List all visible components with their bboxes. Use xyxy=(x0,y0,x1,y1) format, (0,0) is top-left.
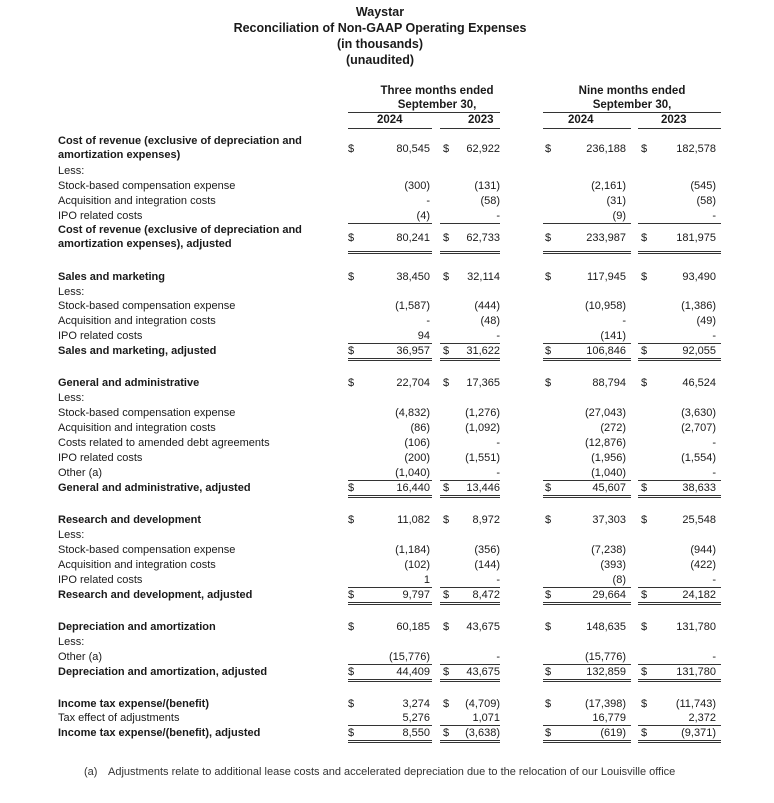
row-label: Less: xyxy=(58,392,85,404)
currency-symbol: $ xyxy=(443,271,450,283)
nine-months-header: Nine months ended September 30, xyxy=(578,85,686,111)
cell-value: - xyxy=(496,210,500,222)
currency-symbol: $ xyxy=(348,345,355,357)
cell-value: (86) xyxy=(410,422,430,434)
total-double-rule xyxy=(440,497,500,498)
currency-symbol: $ xyxy=(641,232,648,244)
table-row xyxy=(0,466,774,481)
cell-value: 5,276 xyxy=(402,712,430,724)
cell-value: (11,743) xyxy=(675,698,716,710)
table-row xyxy=(0,344,774,359)
cell-value: - xyxy=(712,437,716,449)
table-row xyxy=(0,620,774,635)
total-double-rule xyxy=(348,495,432,496)
currency-symbol: $ xyxy=(641,271,648,283)
currency-symbol: $ xyxy=(443,377,450,389)
table-row xyxy=(0,421,774,436)
total-double-rule xyxy=(543,360,631,361)
cell-value: 46,524 xyxy=(682,377,716,389)
currency-symbol: $ xyxy=(545,377,552,389)
cell-value: (131) xyxy=(474,180,500,192)
table-row xyxy=(0,588,774,603)
cell-value: (27,043) xyxy=(585,407,626,419)
three-months-header: Three months ended September 30, xyxy=(380,85,494,111)
total-double-rule xyxy=(543,253,631,254)
currency-symbol: $ xyxy=(545,727,552,739)
currency-symbol: $ xyxy=(641,143,648,155)
row-label: Less: xyxy=(58,529,85,541)
total-double-rule xyxy=(440,253,500,254)
total-double-rule xyxy=(543,497,631,498)
cell-value: 16,440 xyxy=(396,482,430,494)
cell-value: 2,372 xyxy=(688,712,716,724)
cell-value: - xyxy=(426,195,430,207)
currency-symbol: $ xyxy=(545,666,552,678)
cell-value: (422) xyxy=(690,559,716,571)
cell-value: 233,987 xyxy=(586,232,626,244)
cell-value: (2,161) xyxy=(591,180,626,192)
cell-value: (1,587) xyxy=(395,300,430,312)
cell-value: (1,386) xyxy=(681,300,716,312)
row-label: Acquisition and integration costs xyxy=(58,422,216,434)
cell-value: (393) xyxy=(600,559,626,571)
cell-value: 62,922 xyxy=(466,143,500,155)
cell-value: 24,182 xyxy=(682,589,716,601)
currency-symbol: $ xyxy=(641,666,648,678)
table-row xyxy=(0,391,774,406)
total-double-rule xyxy=(348,740,432,741)
year-header-3m-2023: 2023 xyxy=(468,114,494,126)
table-row xyxy=(0,711,774,726)
cell-value: (12,876) xyxy=(585,437,626,449)
total-double-rule xyxy=(440,602,500,603)
row-label: Sales and marketing, adjusted xyxy=(58,345,217,357)
total-double-rule xyxy=(348,742,432,743)
currency-symbol: $ xyxy=(348,143,355,155)
cell-value: (4,709) xyxy=(465,698,500,710)
cell-value: (545) xyxy=(690,180,716,192)
total-double-rule xyxy=(348,251,432,252)
row-label: Sales and marketing xyxy=(58,271,165,283)
total-double-rule xyxy=(638,740,721,741)
cell-value: 148,635 xyxy=(586,621,626,633)
table-row xyxy=(0,134,774,163)
total-double-rule xyxy=(638,358,721,359)
total-double-rule xyxy=(638,602,721,603)
cell-value: (9) xyxy=(612,210,626,222)
currency-symbol: $ xyxy=(545,698,552,710)
company-name: Waystar xyxy=(355,5,405,19)
cell-value: (3,638) xyxy=(465,727,500,739)
currency-symbol: $ xyxy=(348,482,355,494)
currency-symbol: $ xyxy=(443,514,450,526)
table-row xyxy=(0,436,774,451)
row-label: General and administrative, adjusted xyxy=(58,482,251,494)
currency-symbol: $ xyxy=(348,271,355,283)
year-rule-9m-2023 xyxy=(638,128,721,129)
row-label: Less: xyxy=(58,636,85,648)
row-label: Costs related to amended debt agreements xyxy=(58,437,270,449)
cell-value: (9,371) xyxy=(681,727,716,739)
cell-value: 8,550 xyxy=(402,727,430,739)
row-label: Acquisition and integration costs xyxy=(58,315,216,327)
cell-value: 117,945 xyxy=(587,271,626,283)
year-header-9m-2023: 2023 xyxy=(661,114,687,126)
cell-value: 80,241 xyxy=(396,232,430,244)
cell-value: (58) xyxy=(696,195,716,207)
row-label: IPO related costs xyxy=(58,330,143,342)
row-label: Stock-based compensation expense xyxy=(58,180,236,192)
report-title: Reconciliation of Non-GAAP Operating Expenses xyxy=(233,21,527,35)
year-rule-3m-2023 xyxy=(440,128,500,129)
currency-symbol: $ xyxy=(348,377,355,389)
cell-value: 22,704 xyxy=(396,377,430,389)
cell-value: (3,630) xyxy=(681,407,716,419)
table-row xyxy=(0,665,774,680)
footnote-text: Adjustments relate to additional lease costs and accelerated depreciation due to the relocation of our Louisville office xyxy=(108,766,676,778)
cell-value: (8) xyxy=(612,574,626,586)
row-label: Depreciation and amortization, adjusted xyxy=(58,666,268,678)
currency-symbol: $ xyxy=(545,482,552,494)
cell-value: - xyxy=(496,574,500,586)
total-double-rule xyxy=(638,742,721,743)
currency-symbol: $ xyxy=(641,345,648,357)
cell-value: (15,776) xyxy=(585,651,626,663)
row-label: IPO related costs xyxy=(58,210,143,222)
cell-value: (1,184) xyxy=(395,544,430,556)
currency-symbol: $ xyxy=(641,589,648,601)
cell-value: (1,040) xyxy=(395,467,430,479)
cell-value: 36,957 xyxy=(396,345,430,357)
cell-value: 45,607 xyxy=(592,482,626,494)
table-row xyxy=(0,209,774,224)
cell-value: - xyxy=(496,437,500,449)
year-rule-3m-2024 xyxy=(348,128,432,129)
cell-value: - xyxy=(496,467,500,479)
total-double-rule xyxy=(543,742,631,743)
row-label: Tax effect of adjustments xyxy=(58,712,180,724)
row-label: IPO related costs xyxy=(58,574,143,586)
cell-value: 25,548 xyxy=(682,514,716,526)
total-double-rule xyxy=(543,681,631,682)
cell-value: (102) xyxy=(404,559,430,571)
total-double-rule xyxy=(638,360,721,361)
cell-value: - xyxy=(496,651,500,663)
cell-value: 8,972 xyxy=(472,514,500,526)
table-row xyxy=(0,650,774,665)
currency-symbol: $ xyxy=(641,514,648,526)
row-label: Cost of revenue (exclusive of depreciation and amortization expenses) xyxy=(58,135,302,161)
cell-value: 92,055 xyxy=(682,345,716,357)
cell-value: 11,082 xyxy=(397,514,430,526)
total-double-rule xyxy=(638,497,721,498)
row-label: Less: xyxy=(58,286,85,298)
cell-value: 181,975 xyxy=(676,232,716,244)
currency-symbol: $ xyxy=(545,232,552,244)
cell-value: 236,188 xyxy=(586,143,626,155)
currency-symbol: $ xyxy=(348,727,355,739)
row-label: Acquisition and integration costs xyxy=(58,559,216,571)
currency-symbol: $ xyxy=(443,143,450,155)
currency-symbol: $ xyxy=(348,514,355,526)
row-label: Research and development, adjusted xyxy=(58,589,253,601)
cell-value: - xyxy=(622,315,626,327)
cell-value: 131,780 xyxy=(676,621,716,633)
total-double-rule xyxy=(440,604,500,605)
year-rule-9m-2024 xyxy=(543,128,631,129)
total-double-rule xyxy=(440,681,500,682)
nine-months-rule xyxy=(543,112,721,113)
cell-value: 132,859 xyxy=(586,666,626,678)
table-row xyxy=(0,528,774,543)
cell-value: 1 xyxy=(423,574,430,586)
cell-value: 29,664 xyxy=(592,589,626,601)
cell-value: 62,733 xyxy=(466,232,500,244)
total-double-rule xyxy=(638,251,721,252)
currency-symbol: $ xyxy=(545,345,552,357)
row-label: Acquisition and integration costs xyxy=(58,195,216,207)
cell-value: 88,794 xyxy=(592,377,626,389)
cell-value: (7,238) xyxy=(591,544,626,556)
total-double-rule xyxy=(638,495,721,496)
cell-value: (15,776) xyxy=(389,651,430,663)
table-row xyxy=(0,179,774,194)
currency-symbol: $ xyxy=(443,698,450,710)
row-label: Cost of revenue (exclusive of depreciation and amortization expenses), adjusted xyxy=(58,224,302,250)
footnote-marker: (a) xyxy=(84,766,98,778)
cell-value: 16,779 xyxy=(592,712,626,724)
currency-symbol: $ xyxy=(545,143,552,155)
total-double-rule xyxy=(348,681,432,682)
total-double-rule xyxy=(440,251,500,252)
currency-symbol: $ xyxy=(443,727,450,739)
cell-value: (106) xyxy=(404,437,430,449)
cell-value: 3,274 xyxy=(402,698,430,710)
cell-value: (1,554) xyxy=(681,452,716,464)
cell-value: 80,545 xyxy=(396,143,430,155)
row-label: Less: xyxy=(58,165,85,177)
table-row xyxy=(0,635,774,650)
cell-value: - xyxy=(426,315,430,327)
currency-symbol: $ xyxy=(545,514,552,526)
total-double-rule xyxy=(440,742,500,743)
table-row xyxy=(0,451,774,466)
cell-value: - xyxy=(496,330,500,342)
total-double-rule xyxy=(638,679,721,680)
total-double-rule xyxy=(543,495,631,496)
cell-value: - xyxy=(712,330,716,342)
total-double-rule xyxy=(348,602,432,603)
cell-value: - xyxy=(712,651,716,663)
total-double-rule xyxy=(638,604,721,605)
year-header-9m-2024: 2024 xyxy=(568,114,594,126)
currency-symbol: $ xyxy=(641,698,648,710)
total-double-rule xyxy=(440,358,500,359)
cell-value: 32,114 xyxy=(467,271,500,283)
total-double-rule xyxy=(348,679,432,680)
cell-value: (1,551) xyxy=(465,452,500,464)
currency-symbol: $ xyxy=(443,345,450,357)
table-row xyxy=(0,285,774,300)
currency-symbol: $ xyxy=(545,271,552,283)
currency-symbol: $ xyxy=(443,666,450,678)
units-note: (in thousands) xyxy=(336,37,424,51)
cell-value: 131,780 xyxy=(676,666,716,678)
cell-value: (200) xyxy=(404,452,430,464)
total-double-rule xyxy=(543,604,631,605)
table-row xyxy=(0,697,774,712)
currency-symbol: $ xyxy=(443,621,450,633)
total-double-rule xyxy=(543,251,631,252)
total-double-rule xyxy=(440,740,500,741)
cell-value: (49) xyxy=(696,315,716,327)
cell-value: (141) xyxy=(600,330,626,342)
currency-symbol: $ xyxy=(348,621,355,633)
table-row xyxy=(0,194,774,209)
currency-symbol: $ xyxy=(443,482,450,494)
cell-value: 44,409 xyxy=(396,666,430,678)
cell-value: (31) xyxy=(606,195,626,207)
currency-symbol: $ xyxy=(545,621,552,633)
audit-note: (unaudited) xyxy=(345,53,415,67)
total-double-rule xyxy=(348,358,432,359)
currency-symbol: $ xyxy=(641,621,648,633)
total-double-rule xyxy=(543,679,631,680)
total-double-rule xyxy=(638,253,721,254)
cell-value: (272) xyxy=(600,422,626,434)
cell-value: 182,578 xyxy=(676,143,716,155)
currency-symbol: $ xyxy=(443,589,450,601)
table-row xyxy=(0,726,774,741)
year-header-3m-2024: 2024 xyxy=(377,114,403,126)
total-double-rule xyxy=(348,604,432,605)
currency-symbol: $ xyxy=(348,698,355,710)
table-row xyxy=(0,406,774,421)
cell-value: - xyxy=(712,210,716,222)
cell-value: 13,446 xyxy=(466,482,500,494)
cell-value: (944) xyxy=(690,544,716,556)
three-months-rule xyxy=(348,112,500,113)
cell-value: 106,846 xyxy=(586,345,626,357)
cell-value: (619) xyxy=(600,727,626,739)
cell-value: (4,832) xyxy=(395,407,430,419)
row-label: Research and development xyxy=(58,514,202,526)
cell-value: 8,472 xyxy=(472,589,500,601)
total-double-rule xyxy=(348,497,432,498)
total-double-rule xyxy=(440,679,500,680)
currency-symbol: $ xyxy=(348,589,355,601)
total-double-rule xyxy=(348,253,432,254)
cell-value: 60,185 xyxy=(396,621,430,633)
row-label: Depreciation and amortization xyxy=(58,621,216,633)
cell-value: 94 xyxy=(417,330,430,342)
table-row xyxy=(0,314,774,329)
cell-value: (144) xyxy=(474,559,500,571)
cell-value: (1,276) xyxy=(465,407,500,419)
total-double-rule xyxy=(543,602,631,603)
cell-value: (4) xyxy=(416,210,430,222)
cell-value: 38,450 xyxy=(396,271,430,283)
row-label: Other (a) xyxy=(58,467,103,479)
cell-value: 37,303 xyxy=(592,514,626,526)
currency-symbol: $ xyxy=(641,482,648,494)
row-label: Income tax expense/(benefit), adjusted xyxy=(58,727,261,739)
row-label: General and administrative xyxy=(58,377,200,389)
table-row xyxy=(0,164,774,179)
table-row xyxy=(0,223,774,252)
cell-value: (356) xyxy=(474,544,500,556)
row-label: Income tax expense/(benefit) xyxy=(58,698,209,710)
total-double-rule xyxy=(440,495,500,496)
cell-value: (58) xyxy=(480,195,500,207)
row-label: Stock-based compensation expense xyxy=(58,407,236,419)
table-row xyxy=(0,270,774,285)
table-row xyxy=(0,513,774,528)
cell-value: (2,707) xyxy=(681,422,716,434)
table-row xyxy=(0,299,774,314)
currency-symbol: $ xyxy=(348,666,355,678)
cell-value: 31,622 xyxy=(466,345,500,357)
currency-symbol: $ xyxy=(443,232,450,244)
cell-value: (10,958) xyxy=(585,300,626,312)
cell-value: - xyxy=(712,467,716,479)
currency-symbol: $ xyxy=(641,377,648,389)
currency-symbol: $ xyxy=(545,589,552,601)
cell-value: 43,675 xyxy=(466,666,500,678)
table-row xyxy=(0,543,774,558)
table-row xyxy=(0,376,774,391)
total-double-rule xyxy=(348,360,432,361)
table-row xyxy=(0,481,774,496)
currency-symbol: $ xyxy=(348,232,355,244)
cell-value: 93,490 xyxy=(682,271,716,283)
total-double-rule xyxy=(543,358,631,359)
cell-value: - xyxy=(712,574,716,586)
cell-value: (1,092) xyxy=(465,422,500,434)
cell-value: 38,633 xyxy=(682,482,716,494)
table-row xyxy=(0,558,774,573)
table-row xyxy=(0,573,774,588)
total-double-rule xyxy=(638,681,721,682)
cell-value: (444) xyxy=(474,300,500,312)
table-row xyxy=(0,329,774,344)
cell-value: 1,071 xyxy=(472,712,500,724)
row-label: IPO related costs xyxy=(58,452,143,464)
cell-value: 43,675 xyxy=(466,621,500,633)
cell-value: 9,797 xyxy=(402,589,430,601)
cell-value: 17,365 xyxy=(466,377,500,389)
row-label: Other (a) xyxy=(58,651,103,663)
currency-symbol: $ xyxy=(641,727,648,739)
cell-value: (17,398) xyxy=(585,698,626,710)
cell-value: (1,040) xyxy=(591,467,626,479)
row-label: Stock-based compensation expense xyxy=(58,544,236,556)
cell-value: (300) xyxy=(404,180,430,192)
total-double-rule xyxy=(543,740,631,741)
total-double-rule xyxy=(440,360,500,361)
row-label: Stock-based compensation expense xyxy=(58,300,236,312)
cell-value: (48) xyxy=(480,315,500,327)
cell-value: (1,956) xyxy=(591,452,626,464)
